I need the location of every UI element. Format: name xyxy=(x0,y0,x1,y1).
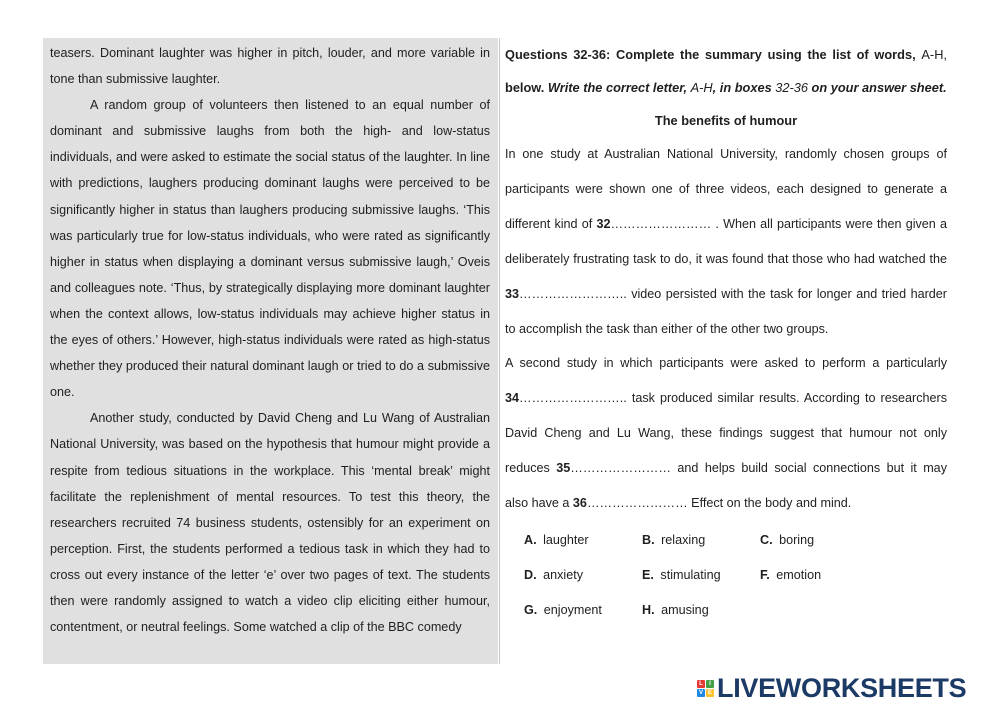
option-letter: C. xyxy=(760,532,773,547)
option-letter: A. xyxy=(524,532,537,547)
gap-35-blank[interactable]: …………………… xyxy=(570,461,671,476)
logo-square-green: I xyxy=(706,680,714,688)
option-letter: F. xyxy=(760,567,770,582)
summary-paragraph-2 xyxy=(505,346,947,521)
word-options-list xyxy=(524,523,947,628)
gap-36-number: 36 xyxy=(572,496,587,511)
passage-paragraph-1: teasers. Dominant laughter was higher in pitch, louder, and more variable in tone than submissive laughter. xyxy=(50,46,490,87)
gap-33-blank[interactable]: …………………….. xyxy=(519,286,627,301)
summary-paragraph-1 xyxy=(505,137,947,346)
gap-35-number: 35 xyxy=(556,461,571,476)
summary-text-segment: A second study in which participants were asked to perform a particularly xyxy=(505,356,947,371)
option-letter: H. xyxy=(642,602,655,617)
gap-34-blank[interactable]: …………………….. xyxy=(519,391,627,406)
summary-text-segment: Effect on the body and mind. xyxy=(687,496,852,511)
option-letter: D. xyxy=(524,567,537,582)
passage-paragraph-3: Another study, conducted by David Cheng and Lu Wang of Australian National University, was based on the hypothesis that humour might provide a respite from tedious situations in the workplace. This ‘mental break’ might facilitate the replenishment of mental resources. To test this theory, the researchers recruited 74 business students, ostensibly for an experiment on perception. First, the students performed a tedious task in which they had to cross out every instance of the letter ‘e’ over two pages of text. The students then were randomly assigned to watch a video clip eliciting either humour, contentment, or neutral feelings. Some watched a clip of the BBC comedy xyxy=(50,411,490,635)
option-word: amusing xyxy=(661,602,709,617)
summary-text-segment: and helps build social connections but it may also have a xyxy=(505,461,947,511)
instruction-text-5: on your answer sheet. xyxy=(808,80,947,95)
reading-passage xyxy=(43,38,498,664)
instruction-text-4: , in boxes xyxy=(712,80,776,95)
passage-paragraph-2: A random group of volunteers then listened to an equal number of dominant and submissive laughs from both the high- and low-status individuals, and were asked to estimate the social status of the laughter. In line with predictions, laughers producing dominant laughs were perceived to be significantly higher in status than laughers producing submissive laughs. ‘This was particularly true for low-status individuals, who were rated as significantly higher in status when displaying a dominant versus submissive laugh,’ Oveis and colleagues note. ‘Thus, by strategically displaying more dominant laughter when the context allows, low-status individuals may achieve higher status in the eyes of others.’ However, high-status individuals were rated as high-status whether they produced their natural dominant laugh or tried to do a submissive one. xyxy=(50,98,490,400)
option-f xyxy=(760,558,878,593)
liveworksheets-logo[interactable] xyxy=(697,673,966,704)
gap-32-blank[interactable]: …………………… . xyxy=(610,216,719,231)
logo-text: LIVEWORKSHEETS xyxy=(717,673,967,703)
option-d xyxy=(524,558,642,593)
option-e xyxy=(642,558,760,593)
option-letter: G. xyxy=(524,602,538,617)
questions-section xyxy=(505,38,947,628)
gap-34-number: 34 xyxy=(505,391,520,406)
option-letter: B. xyxy=(642,532,655,547)
letter-range-2: A-H xyxy=(690,80,713,95)
box-numbers: 32-36 xyxy=(775,80,808,95)
gap-36-blank[interactable]: …………………… xyxy=(586,496,688,511)
summary-text-segment: video persisted with the task for longer and tried harder to accomplish the task than either of the other two groups. xyxy=(505,286,947,336)
option-word: boring xyxy=(779,532,815,547)
liveworksheets-logo-icon xyxy=(697,680,714,697)
gap-33-number: 33 xyxy=(505,286,520,301)
option-word: relaxing xyxy=(661,532,706,547)
gap-32-number: 32 xyxy=(596,216,611,231)
option-b xyxy=(642,523,760,558)
option-word: emotion xyxy=(776,567,822,582)
option-c xyxy=(760,523,878,558)
summary-text-segment: task produced similar results. According to researchers David Cheng and Lu Wang, these findings suggest that humour not only reduces xyxy=(505,391,947,476)
option-word: laughter xyxy=(543,532,589,547)
instruction-text-2: below. xyxy=(505,80,548,95)
instruction-text-3: Write the correct letter, xyxy=(547,80,691,95)
summary-text xyxy=(505,137,947,521)
option-g xyxy=(524,593,642,628)
summary-title: The benefits of humour xyxy=(654,113,798,128)
questions-instructions xyxy=(505,38,947,104)
logo-square-yellow: E xyxy=(707,690,712,696)
summary-text-segment: In one study at Australian National University, randomly chosen groups of participants were shown one of three videos, each designed to generate a different kind of xyxy=(505,147,947,231)
option-word: enjoyment xyxy=(543,602,602,617)
option-word: stimulating xyxy=(660,567,721,582)
column-divider xyxy=(499,38,500,664)
option-h xyxy=(642,593,760,628)
logo-square-red: L xyxy=(697,680,705,688)
option-letter: E. xyxy=(642,567,654,582)
questions-label: Questions 32-36 xyxy=(505,47,607,62)
option-a xyxy=(524,523,642,558)
instruction-text-1: : Complete the summary using the list of words, xyxy=(606,47,922,62)
logo-square-blue: V xyxy=(698,690,703,696)
letter-range-1: A-H, xyxy=(921,47,947,62)
option-word: anxiety xyxy=(543,567,583,582)
summary-text-segment: When all participants were then given a deliberately frustrating task to do, it was found that those who had watched the xyxy=(505,216,947,266)
